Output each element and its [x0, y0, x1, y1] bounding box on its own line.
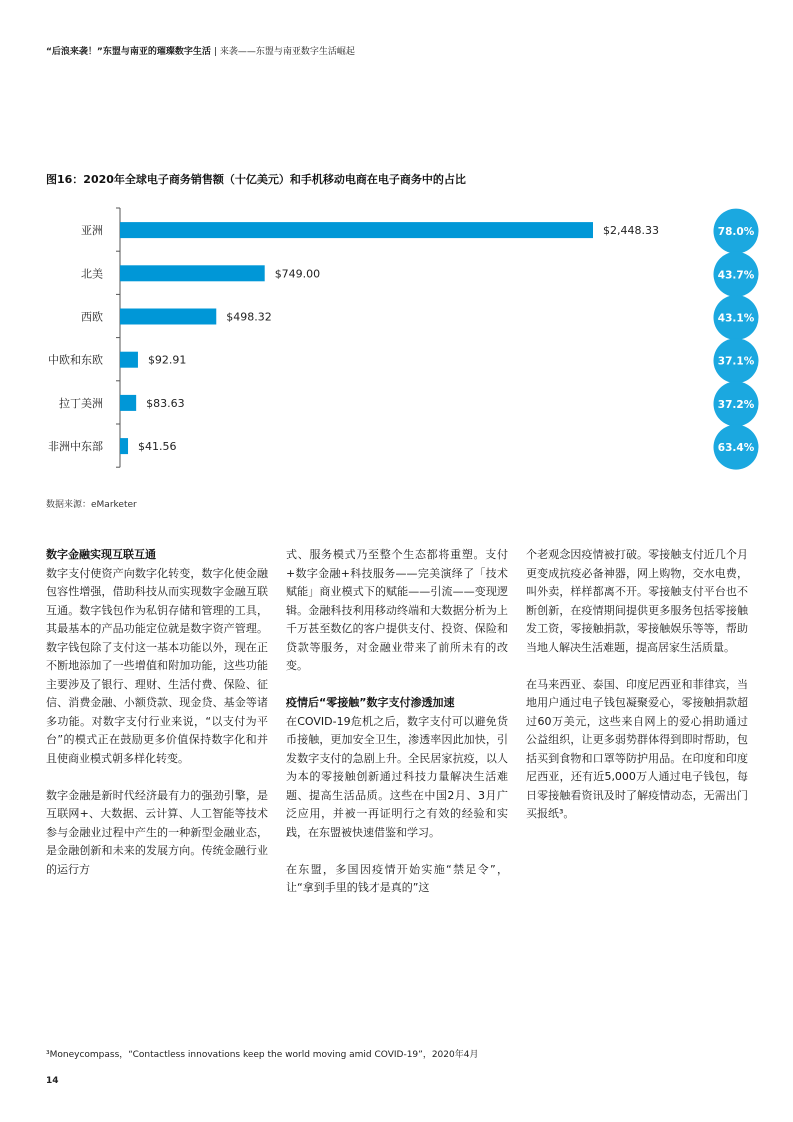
category-label: 北美 [81, 267, 103, 281]
bar-value-label: $498.32 [226, 310, 272, 324]
bar-value-label: $2,448.33 [603, 224, 659, 238]
paragraph: 个老观念因疫情被打破。零接触支付近几个月更变成抗疫必备神器，网上购物，交水电费，叫外卖，样样都离不开。零接触支付平台也不断创新，在疫情期间提供更多服务包括零接触发工资，零接触捐款，零接触娱乐等等，帮助当地人解决生活难题，提高居家生活质量。 [526, 548, 748, 654]
bar-value-label: $41.56 [138, 440, 177, 454]
bar [120, 309, 216, 325]
header-subtitle: 来袭——东盟与南亚数字生活崛起 [219, 47, 355, 57]
bar [120, 222, 593, 238]
header-separator: | [213, 47, 217, 57]
category-label: 亚洲 [81, 224, 103, 238]
bar-chart [46, 200, 755, 480]
section-heading-digital-finance: 数字金融实现互联互通 [46, 548, 156, 561]
bar [120, 352, 138, 368]
text-column-1 [46, 546, 268, 879]
chart-svg [46, 200, 755, 480]
category-label: 非洲中东部 [48, 440, 103, 454]
mobile-share-label: 63.4% [717, 442, 755, 455]
paragraph: 在马来西亚、泰国、印度尼西亚和菲律宾，当地用户通过电子钱包凝聚爱心，零接触捐款超过60万美元，这些来自网上的爱心捐助通过公益组织，让更多弱势群体得到即时帮助，包括买到食物和口罩等防护用品。在印度和印度尼西亚，还有近5,000万人通过电子钱包，每日零接触看资讯及时了解疫情动态，无需出门买报纸³。 [526, 677, 748, 820]
paragraph: 在东盟，多国因疫情开始实施“禁足令”，让“拿到手里的钱才是真的”这 [286, 862, 508, 894]
running-header [46, 44, 746, 57]
mobile-share-label: 78.0% [717, 226, 755, 239]
bar-value-label: $83.63 [146, 396, 185, 410]
page-number: 14 [46, 1076, 59, 1086]
bar-value-label: $749.00 [274, 267, 321, 281]
header-title: “后浪来袭！”东盟与南亚的璀璨数字生活 [46, 47, 211, 57]
text-column-2 [286, 546, 508, 898]
paragraph: 在COVID-19危机之后，数字支付可以避免货币接触，更加安全卫生，渗透率因此加快，引发数字支付的急剧上升。全民居家抗疫，以人为本的零接触创新通过科技力量解决生活难题、提高生活品质。这些在中国2月、3月广泛应用，并被一再证明行之有效的经验和实践，在东盟被快速借鉴和学习。 [286, 714, 508, 839]
figure-title: 图16：2020年全球电子商务销售额（十亿美元）和手机移动电商在电子商务中的占比 [46, 173, 466, 186]
mobile-share-label: 43.1% [717, 312, 755, 325]
bar-value-label: $92.91 [147, 353, 187, 367]
mobile-share-label: 43.7% [717, 269, 755, 282]
section-heading-contactless-payment: 疫情后“零接触”数字支付渗透加速 [286, 696, 455, 709]
category-label: 西欧 [81, 310, 103, 324]
category-label: 拉丁美洲 [59, 396, 103, 410]
bar [120, 438, 128, 454]
mobile-share-label: 37.2% [717, 398, 755, 411]
bar [120, 265, 265, 281]
footnote: ³Moneycompass，“Contactless innovations keep the world moving amid COVID-19”，2020年4月 [46, 1050, 479, 1060]
source-note: 数据来源：eMarketer [46, 500, 137, 510]
text-column-3 [526, 546, 748, 824]
bar [120, 395, 136, 411]
paragraph: 数字金融是新时代经济最有力的强劲引擎，是互联网+、大数据、云计算、人工智能等技术参与金融业过程中产生的一种新型金融业态，是金融创新和未来的发展方向。传统金融行业的运行方 [46, 788, 268, 876]
category-label: 中欧和东欧 [48, 353, 103, 367]
paragraph: 式、服务模式乃至整个生态都将重塑。支付+数字金融+科技服务——完美演绎了「技术赋能」商业模式下的赋能——引流——变现逻辑。金融科技利用移动终端和大数据分析为上千万甚至数亿的客户提供支付、投资、保险和贷款等服务，对金融业带来了前所未有的改变。 [286, 548, 508, 672]
paragraph: 数字支付使资产向数字化转变，数字化使金融包容性增强，借助科技从而实现数字金融互联互通。数字钱包作为私钥存储和管理的工具，其最基本的产品功能定位就是数字资产管理。数字钱包除了支付这一基本功能以外，现在正不断地添加了一些增值和附加功能，这些功能主要涉及了银行、理财、生活付费、保险、征信、消费金融、小额贷款、现金贷、基金等诸多功能。对数字支付行业来说，“以支付为平台”的模式正在鼓励更多价值保持数字化和并且使商业模式朝多样化转变。 [46, 566, 268, 765]
mobile-share-label: 37.1% [717, 355, 755, 368]
